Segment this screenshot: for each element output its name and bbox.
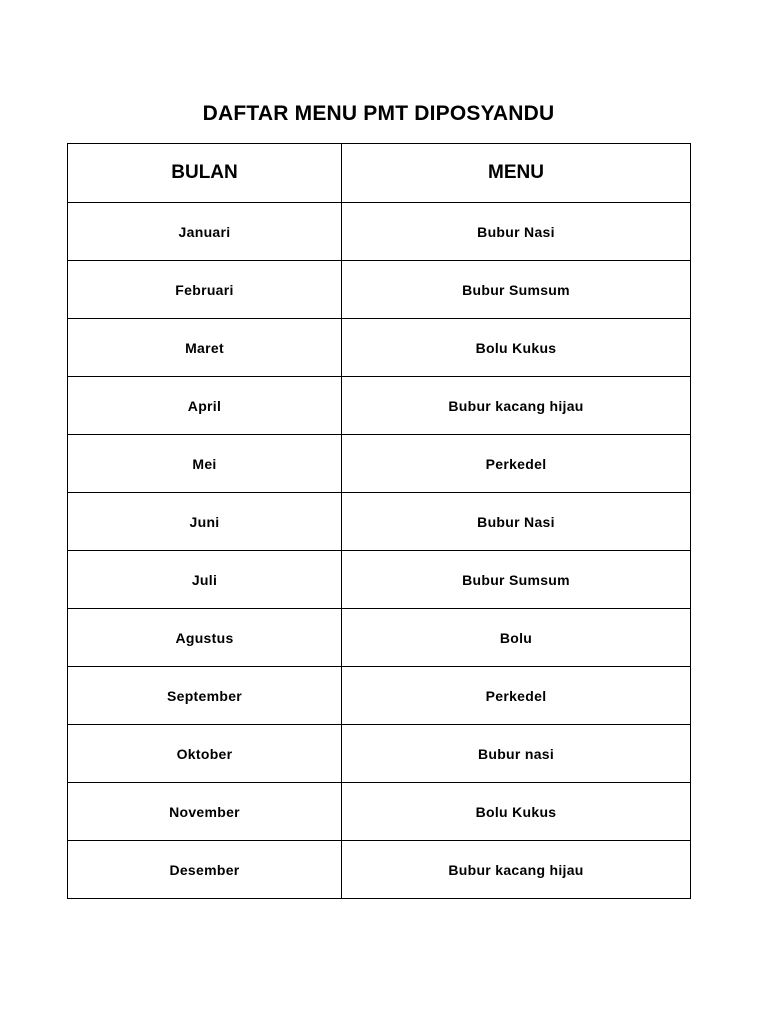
table-row	[68, 203, 691, 261]
cell-menu: Bubur Nasi	[342, 203, 691, 261]
cell-bulan: Januari	[68, 203, 342, 261]
cell-menu: Bubur kacang hijau	[342, 377, 691, 435]
table-header-row	[68, 144, 691, 203]
cell-bulan: Agustus	[68, 609, 342, 667]
cell-bulan: September	[68, 667, 342, 725]
table-row	[68, 609, 691, 667]
cell-menu: Bubur nasi	[342, 725, 691, 783]
cell-bulan: Juni	[68, 493, 342, 551]
cell-menu: Perkedel	[342, 435, 691, 493]
table-row	[68, 841, 691, 899]
page-title: DAFTAR MENU PMT DIPOSYANDU	[202, 102, 555, 125]
table-row	[68, 493, 691, 551]
cell-bulan: Juli	[68, 551, 342, 609]
table-row	[68, 435, 691, 493]
table-row	[68, 725, 691, 783]
cell-bulan: Desember	[68, 841, 342, 899]
table-row	[68, 319, 691, 377]
cell-bulan: April	[68, 377, 342, 435]
table-row	[68, 667, 691, 725]
cell-bulan: Mei	[68, 435, 342, 493]
column-header-bulan: BULAN	[68, 144, 342, 203]
table-row	[68, 261, 691, 319]
cell-bulan: Februari	[68, 261, 342, 319]
cell-menu: Bolu Kukus	[342, 783, 691, 841]
cell-menu: Bubur Nasi	[342, 493, 691, 551]
table-row	[68, 377, 691, 435]
cell-bulan: November	[68, 783, 342, 841]
cell-menu: Bolu	[342, 609, 691, 667]
column-header-menu: MENU	[342, 144, 691, 203]
cell-bulan: Maret	[68, 319, 342, 377]
cell-menu: Bubur Sumsum	[342, 551, 691, 609]
table-row	[68, 783, 691, 841]
cell-bulan: Oktober	[68, 725, 342, 783]
cell-menu: Bolu Kukus	[342, 319, 691, 377]
menu-table	[67, 143, 691, 899]
table-row	[68, 551, 691, 609]
cell-menu: Bubur kacang hijau	[342, 841, 691, 899]
cell-menu: Bubur Sumsum	[342, 261, 691, 319]
cell-menu: Perkedel	[342, 667, 691, 725]
